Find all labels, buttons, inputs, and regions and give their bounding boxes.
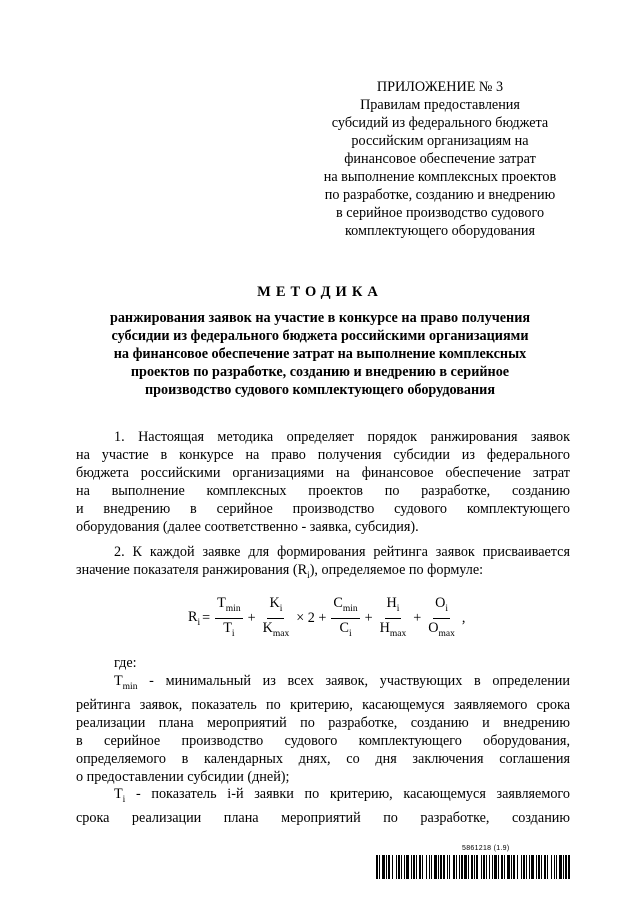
ranking-formula — [188, 596, 467, 640]
fraction-numerator: $K_i$ — [267, 595, 284, 619]
subtitle-line: на финансовое обеспечение затрат на выполнение комплексных — [113, 346, 527, 362]
paragraph-line: о предоставлении субсидии (дней); — [76, 768, 290, 785]
paragraph-line: срока реализации плана мероприятий по разработке, созданию — [76, 809, 570, 826]
formula-times: × 2 + — [296, 609, 327, 626]
paragraph-line: 1. Настоящая методика определяет порядок ранжирования заявок — [114, 429, 570, 445]
appendix-line: в серийное производство судового — [335, 205, 545, 221]
appendix-line: субсидий из федерального бюджета — [331, 115, 549, 131]
paragraph-line — [76, 561, 570, 585]
paragraph-line: на участие в конкурсе на право получения субсидии из федерального — [76, 447, 570, 463]
definition-tmin — [76, 654, 570, 786]
paragraph-line: 2. К каждой заявке для формирования рейтинга заявок присваивается — [114, 544, 570, 560]
fraction-numerator: $H_i$ — [385, 595, 402, 619]
subtitle-line: проектов по разработке, созданию и внедрению в серийное — [130, 364, 510, 380]
paragraph-line: определяемого в календарных днях, со дня заключения соглашения — [76, 750, 570, 767]
appendix-line: по разработке, созданию и внедрению — [324, 187, 556, 203]
paragraph-line: реализации плана мероприятий по разработке, созданию и внедрению — [76, 714, 570, 731]
appendix-line: финансовое обеспечение затрат — [344, 151, 536, 167]
formula-plus: + — [413, 609, 422, 626]
fraction-denominator: $T_i$ — [223, 619, 235, 639]
paragraph-line: оборудования (далее соответственно - заявка, субсидия). — [76, 519, 419, 535]
fraction-numerator: $C_{min}$ — [331, 595, 359, 619]
fraction-k — [261, 595, 292, 642]
document-title: МЕТОДИКА — [257, 284, 383, 300]
fraction-numerator: $O_i$ — [433, 595, 450, 619]
appendix-line: Правилам предоставления — [360, 97, 520, 113]
appendix-line: комплектующего оборудования — [344, 223, 536, 239]
paragraph-line: и внедрению в серийное производство судового комплектующего — [76, 501, 570, 517]
appendix-line: ПРИЛОЖЕНИЕ № 3 — [376, 79, 504, 95]
paragraph-1 — [76, 428, 570, 536]
fraction-denominator: $O_{max}$ — [428, 619, 455, 639]
formula-lhs: $R_i$ — [188, 608, 201, 628]
paragraph-2 — [76, 543, 570, 585]
fraction-c — [331, 595, 359, 642]
fraction-h — [378, 595, 409, 642]
formula-plus: + — [364, 609, 373, 626]
subscript: i — [307, 570, 310, 581]
appendix-header — [310, 78, 570, 240]
appendix-line: российским организациям на — [351, 133, 529, 149]
paragraph-line: $T_{min}$ - минимальный из всех заявок, участвующих в определении — [114, 673, 570, 692]
formula-plus: + — [247, 609, 256, 626]
fraction-denominator: $C_i$ — [339, 619, 352, 639]
paragraph-line: где: — [114, 655, 137, 671]
formula-equals: = — [202, 609, 211, 626]
barcode-label: 5861218 (1.9) — [462, 845, 510, 852]
subtitle-line: ранжирования заявок на участие в конкурсе на право получения — [109, 310, 531, 326]
paragraph-line: в серийное производство судового комплектующего оборудования, — [76, 732, 570, 749]
paragraph-line: бюджета российскими организациями на финансовое обеспечение затрат — [76, 465, 570, 481]
subtitle-line: производство судового комплектующего оборудования — [144, 382, 496, 398]
fraction-denominator: $K_{max}$ — [262, 619, 290, 639]
text-fragment: ), определяемое по формуле: — [309, 562, 484, 578]
fraction-numerator: $T_{min}$ — [215, 595, 242, 619]
paragraph-line: на выполнение комплексных проектов по разработке, созданию — [76, 483, 570, 499]
document-subtitle — [70, 309, 570, 399]
subtitle-line: субсидии из федерального бюджета российскими организациями — [111, 328, 529, 344]
fraction-denominator: $H_{max}$ — [379, 619, 407, 639]
fraction-o — [426, 595, 457, 642]
definition-ti — [76, 785, 570, 827]
paragraph-line: $T_i$ - показатель i-й заявки по критерию, касающемуся заявляемого — [114, 786, 570, 805]
formula-comma: , — [461, 609, 466, 626]
barcode-image — [376, 855, 570, 879]
appendix-line: на выполнение комплексных проектов — [323, 169, 557, 185]
fraction-t — [215, 595, 242, 642]
paragraph-line: рейтинга заявок, показатель по критерию, касающемуся заявляемого срока — [76, 696, 570, 713]
text-fragment: значение показателя ранжирования (R — [76, 562, 308, 578]
